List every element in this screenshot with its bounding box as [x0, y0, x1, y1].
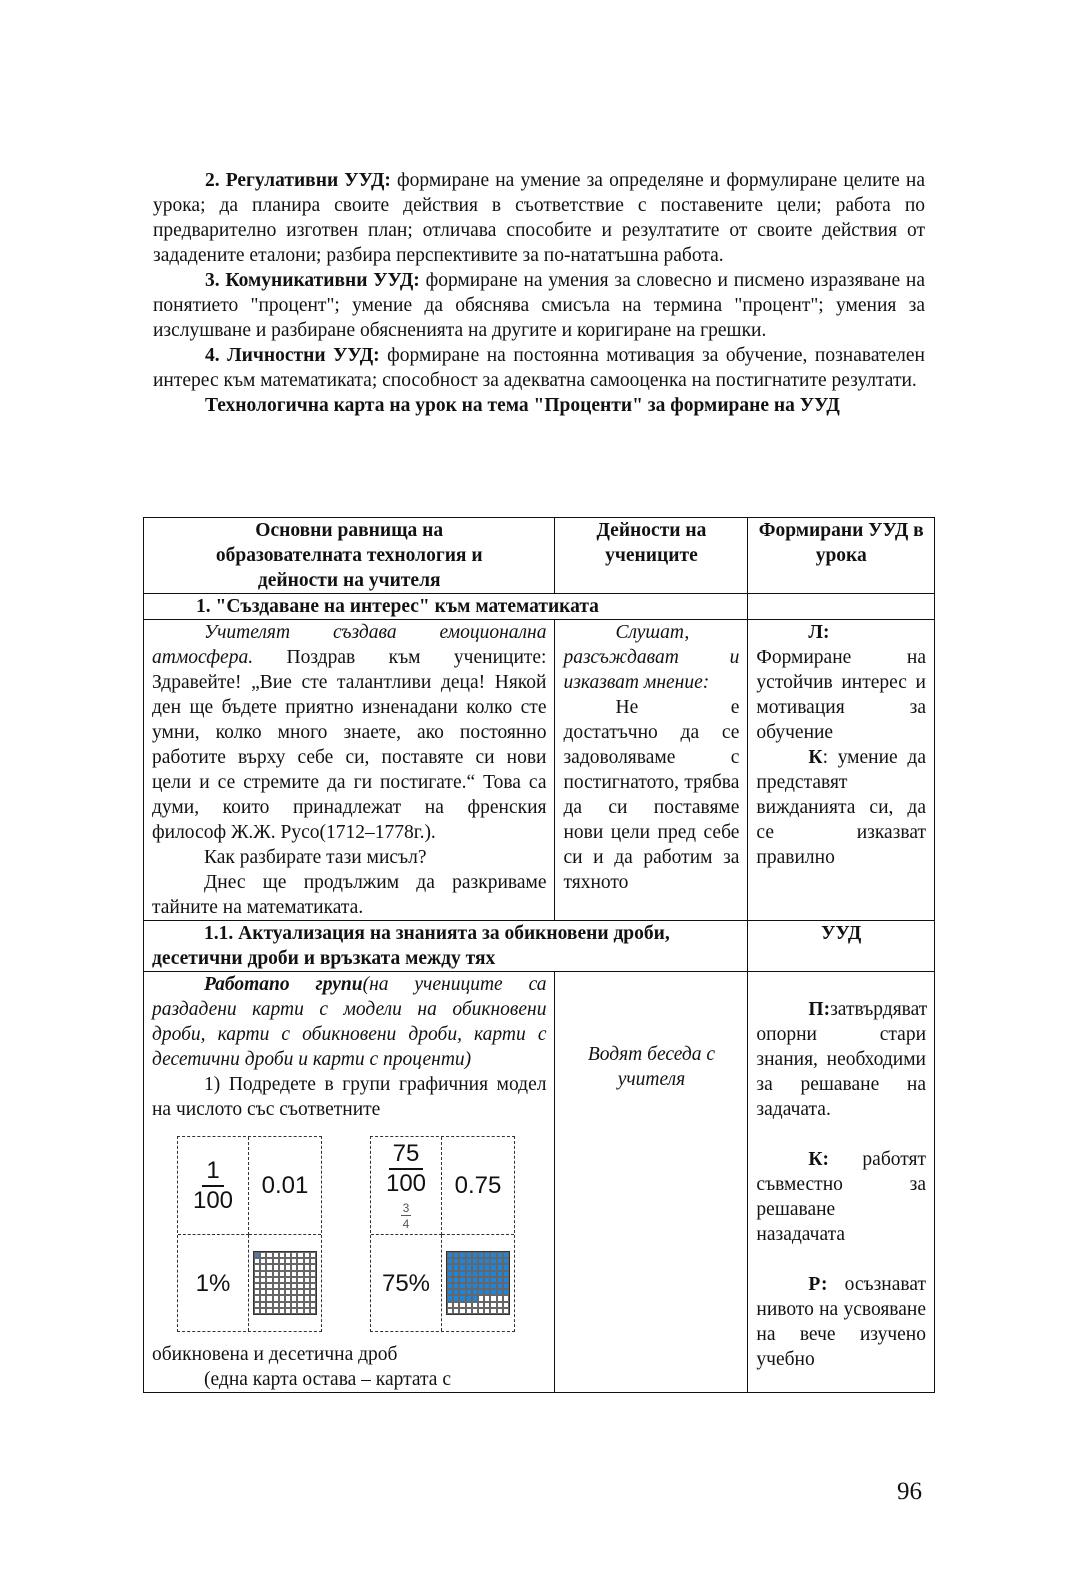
section-row: [144, 921, 935, 972]
section-2-uud: П:затвърдяват опорни стари знания, необходими за решаване на задачата. К: работят съвместно за решаване назадачата Р: осъзнават нивото на усвояване на вече изучено учебно: [748, 972, 935, 1393]
table-row: [144, 620, 935, 921]
paragraph-label: 2. Регулативни УУД:: [205, 170, 391, 191]
paragraph-label: 3. Комуникативни УУД:: [205, 270, 420, 291]
header-uud: Формирани УУД в урока: [748, 518, 935, 594]
section-1-uud: Л: Формиране на устойчив интерес и мотивация за обучение К: умение да представят вижданията си, да се изказват правилно: [748, 620, 935, 921]
table-caption: Технологична карта на урок на тема "Проценти" за формиране на УУД: [205, 395, 840, 416]
section-2-uud-header: УУД: [748, 921, 935, 972]
card-percent: 1%: [178, 1235, 249, 1331]
table-row: [144, 972, 935, 1393]
lesson-table: [143, 517, 935, 1393]
card-decimal: 0.01: [249, 1137, 321, 1235]
card-grid-model: [249, 1235, 321, 1331]
page-body: [153, 168, 925, 418]
card-decimal: 0.75: [442, 1137, 514, 1235]
card-fraction: $\frac{75}{100}$ $\frac{3}{4}$: [371, 1137, 442, 1235]
header-teacher: Основни равнища на образователната технология и дейности на учителя: [144, 518, 555, 594]
fraction-cards: [177, 1136, 546, 1332]
card-fraction: $\frac{1}{100}$: [178, 1137, 249, 1235]
section-1-title: 1. "Създаване на интерес" към математиката: [144, 594, 748, 620]
section-2-title: 1.1. Актуализация на знанията за обикновени дроби, десетични дроби и връзката между тях: [144, 921, 748, 972]
section-row: [144, 594, 935, 620]
page-number: 96: [897, 1478, 922, 1505]
card-1-percent[interactable]: [177, 1136, 322, 1332]
hundred-grid-icon: [253, 1251, 317, 1315]
section-2-students: Водят беседа с учителя: [555, 972, 748, 1393]
section-1-empty: [748, 594, 935, 620]
card-75-percent[interactable]: [370, 1136, 515, 1332]
paragraph-regulative: 2. Регулативни УУД: формиране на умение за определяне и формулиране целите на урока; да планира своите действия в съответствие с поставените цели; работа по предварително изготвен план; отличава способите и резултатите от своите действия от зададените еталони; разбира перспективите за по-нататъшна работа.: [153, 170, 925, 266]
hundred-grid-icon: [446, 1251, 510, 1315]
paragraph-communicative: 3. Комуникативни УУД: формиране на умения за словесно и писмено изразяване на понятието "процент"; умение да обяснява смисъла на термина "процент"; умения за изслушване и разбиране обясненията на другите и коригиране на грешки.: [153, 270, 925, 341]
card-percent: 75%: [371, 1235, 442, 1331]
section-1-teacher: Учителят създава емоционална атмосфера. Поздрав към учениците: Здравейте! „Вие сте талантливи деца! Някой ден ще бъдете приятно изненадани колко сте умни, колко много знаете, ако постоянно работите върху себе си, поставяте си нови цели и се стремите да ги постигате.“ Това са думи, които принадлежат на френския философ Ж.Ж. Русо(1712–1778г.). Как разбирате тази мисъл? Днес ще продължим да разкриваме тайните на математиката.: [144, 620, 555, 921]
table-header-row: [144, 518, 935, 594]
section-1-students: Слушат, разсъждават и изказват мнение: Не е достатъчно да се задоволяваме с постигнатото, трябва да си поставяме нови цели пред себе си и да работим за тяхното: [555, 620, 748, 921]
section-2-teacher: Работапо групи(на учениците са раздадени карти с модели на обикновени дроби, карти с обикновени дроби, карти с десетични дроби и карти с проценти) 1) Подредете в групи графичния модел на числото със съответните $\frac{1}{100}$ 0.01 1% $\frac{75}{100}$ $\frac{3}{4}$ 0.75 75% обикновена и десетична дроб (една карта остава – картата с: [144, 972, 555, 1393]
paragraph-label: 4. Личностни УУД:: [205, 345, 380, 366]
header-students: Дейности на учениците: [555, 518, 748, 594]
card-grid-model: [442, 1235, 514, 1331]
paragraph-personal: 4. Личностни УУД: формиране на постоянна мотивация за обучение, познавателен интерес към математиката; способност за адекватна самооценка на постигнатите резултати.: [153, 345, 925, 391]
